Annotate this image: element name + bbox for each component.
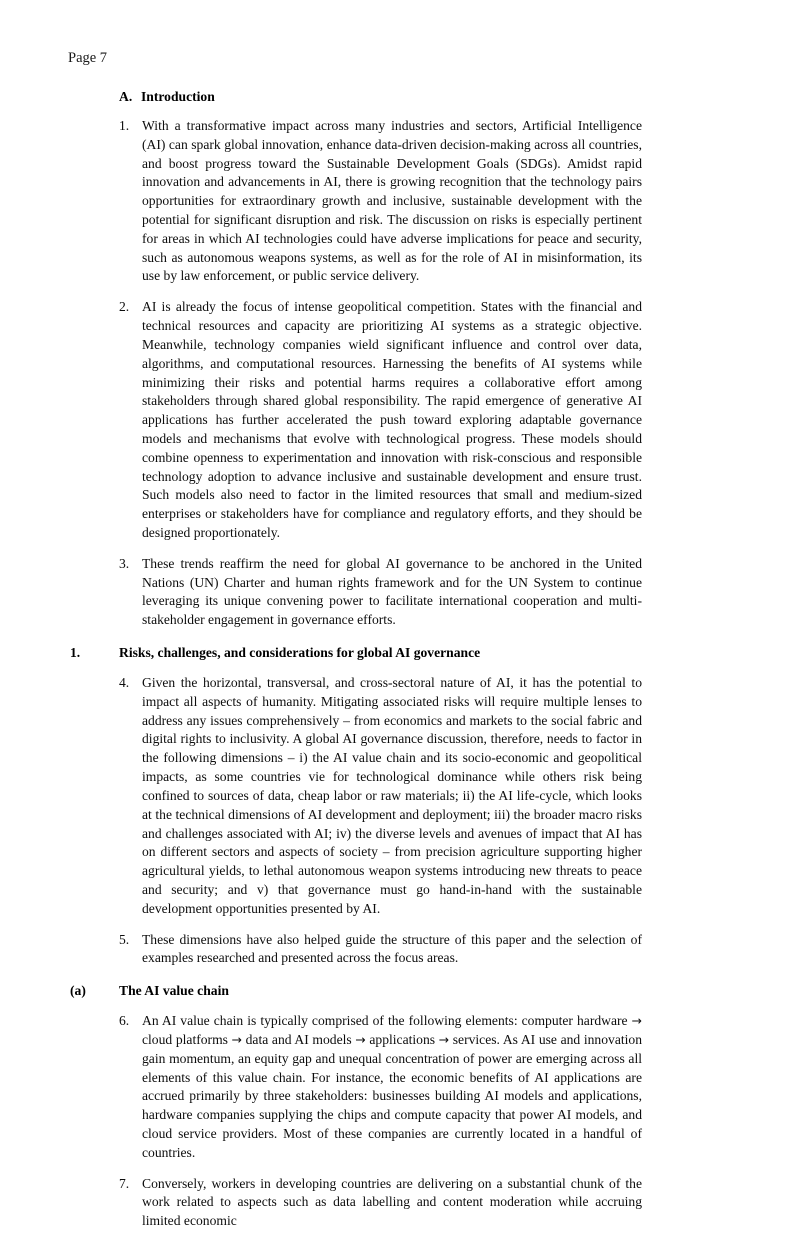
heading-marker: A. bbox=[119, 89, 133, 104]
paragraph-number: 6. bbox=[119, 1013, 130, 1029]
paragraph-2 bbox=[70, 298, 642, 543]
heading-introduction bbox=[119, 88, 642, 106]
heading-risks-challenges bbox=[70, 644, 642, 662]
paragraph-6 bbox=[70, 1012, 642, 1163]
paragraph-number: 2. bbox=[119, 299, 130, 315]
paragraph-1 bbox=[70, 117, 642, 286]
paragraph-text: Given the horizontal, transversal, and cross-sectoral nature of AI, it has the potential to impact all aspects of humanity. Mitigating associated risks will require multiple lenses to address any issues comprehensively – from economics and markets to the social fabric and digital rights to inclusivity. A global AI governance discussion, therefore, needs to factor in the following dimensions – i) the AI value chain and its socio-economic and geopolitical impacts, as some countries vie for technological dominance while others risk being confined to sources of data, cheap labor or raw materials; ii) the AI life-cycle, which looks at the technical dimensions of AI development and deployment; iii) the broader macro risks and challenges associated with AI; iv) the diverse levels and avenues of impact that AI has on different sectors and aspects of society – from precision agriculture supporting higher agricultural yields, to lethal autonomous weapon systems introducing new threats to peace and security; and v) that governance must go hand-in-hand with the sustainable development opportunities presented by AI. bbox=[142, 675, 642, 916]
paragraph-text: An AI value chain is typically comprised of the following elements: computer hardware → cloud platforms → data and AI models → applications → services. As AI use and innovation gain momentum, an equity gap and unequal concentration of power are emerging across all elements of this value chain. For instance, the economic benefits of AI applications are accrued primarily by three stakeholders: businesses building AI models and applications, hardware companies supplying the chips and compute capacity that power AI models, and cloud service providers. Most of these companies are currently located in a handful of countries. bbox=[142, 1013, 642, 1160]
paragraph-text: AI is already the focus of intense geopolitical competition. States with the financial and technical resources and capacity are prioritizing AI systems as a strategic objective. Meanwhile, technology companies wield significant influence and control over data, algorithms, and computational resources. Harnessing the benefits of AI systems while minimizing their risks and potential harms requires a collaborative effort among stakeholders through shared global responsibility. The rapid emergence of generative AI applications has further accelerated the push toward exploring adaptable governance models and mechanisms that evolve with technological progress. These models should combine openness to experimentation and innovation with risk-conscious and responsible technology adoption to advance inclusive and sustainable development and ensure trust. Such models also need to factor in the limited resources that small and medium-sized enterprises or stakeholders have for compliance and regulatory efforts, and they should be designed proportionately. bbox=[142, 299, 642, 540]
paragraph-number: 5. bbox=[119, 931, 130, 947]
paragraph-4 bbox=[70, 674, 642, 919]
paragraph-text: These dimensions have also helped guide the structure of this paper and the selection of examples researched and presented across the focus areas. bbox=[142, 931, 642, 966]
paragraph-3 bbox=[70, 555, 642, 630]
right-arrow-icon: → bbox=[355, 1031, 366, 1047]
heading-marker: 1. bbox=[70, 645, 81, 661]
paragraph-number: 7. bbox=[119, 1175, 130, 1191]
paragraph-number: 1. bbox=[119, 117, 130, 133]
heading-text: Risks, challenges, and considerations for global AI governance bbox=[119, 645, 481, 661]
heading-marker: (a) bbox=[70, 983, 86, 999]
page-header-label: Page 7 bbox=[68, 50, 108, 66]
heading-text: The AI value chain bbox=[119, 983, 229, 999]
document-body bbox=[70, 88, 642, 1243]
paragraph-number: 4. bbox=[119, 675, 130, 690]
heading-text: Introduction bbox=[141, 89, 215, 104]
right-arrow-icon: → bbox=[231, 1031, 242, 1047]
paragraph-number: 3. bbox=[119, 555, 130, 571]
heading-ai-value-chain bbox=[70, 982, 642, 1000]
right-arrow-icon: → bbox=[438, 1031, 450, 1047]
paragraph-text: These trends reaffirm the need for global AI governance to be anchored in the United Nations (UN) Charter and human rights framework and for the UN System to continue leveraging its unique convening power to facilitate international cooperation and multi-stakeholder engagement in governance efforts. bbox=[142, 555, 642, 628]
paragraph-text: With a transformative impact across many industries and sectors, Artificial Intelligence (AI) can spark global innovation, enhance data-driven decision-making across all countries, and boost progress toward the Sustainable Development Goals (SDGs). Amidst rapid innovation and advancements in AI, there is growing recognition that the technology pairs opportunities for extraordinary growth and inclusive, sustainable development with the potential for significant disruption and risk. The discussion on risks is especially pertinent for areas in which AI technologies could have adverse implications for peace and security, such as autonomous weapons systems, as well as for the role of AI in misinformation, its use by law enforcement, or public service delivery. bbox=[142, 117, 642, 284]
paragraph-7 bbox=[70, 1175, 642, 1231]
paragraph-text: Conversely, workers in developing countries are delivering on a substantial chunk of the work related to aspects such as data labelling and content moderation while accruing limited economic bbox=[142, 1175, 642, 1229]
paragraph-5 bbox=[70, 931, 642, 969]
right-arrow-icon: → bbox=[631, 1013, 642, 1029]
